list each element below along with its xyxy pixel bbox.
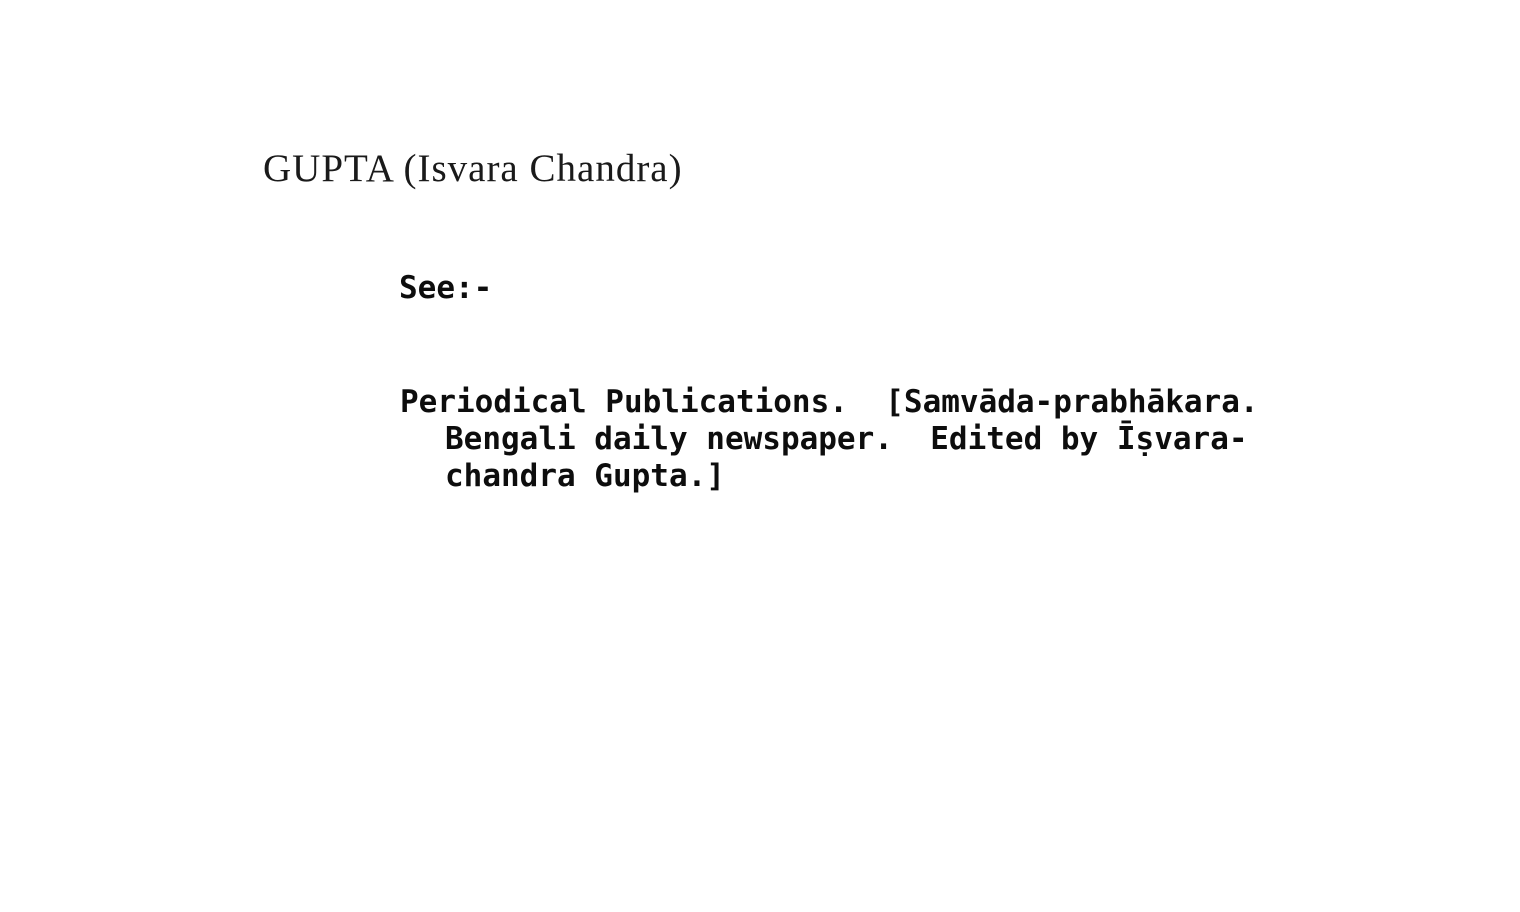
entry-line-1: Periodical Publications. [Samvāda-prabhākara. <box>400 384 1259 420</box>
entry-line-2: Bengali daily newspaper. Edited by Īṣvara- <box>445 421 1248 457</box>
see-reference-label: See:- <box>399 270 493 306</box>
entry-line-3: chandra Gupta.] <box>445 458 725 494</box>
cross-reference-entry <box>400 384 1259 495</box>
card-heading: GUPTA (Isvara Chandra) <box>263 147 683 190</box>
